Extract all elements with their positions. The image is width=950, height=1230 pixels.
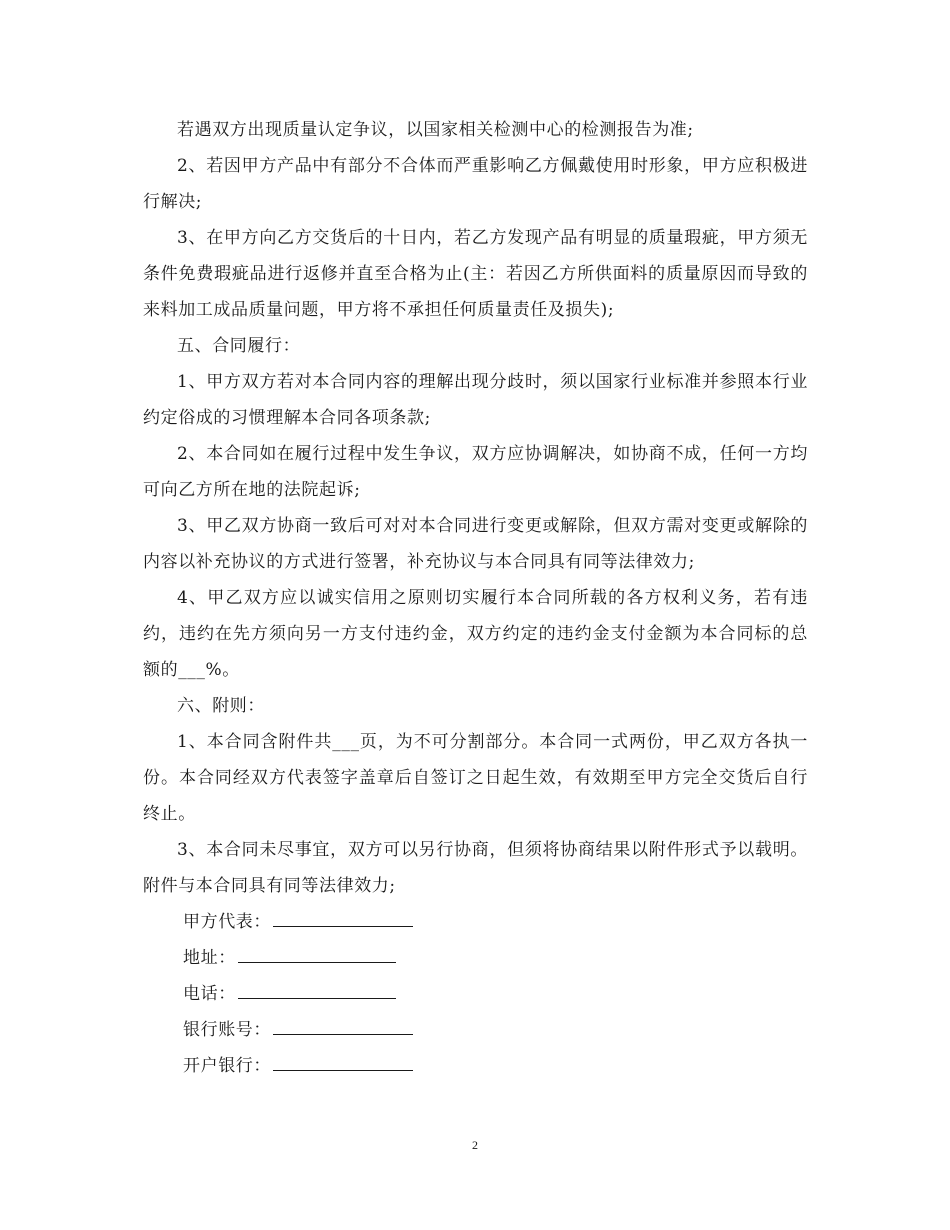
field-representative-label: 甲方代表： xyxy=(183,912,271,932)
paragraph-performance-2: 2、本合同如在履行过程中发生争议，双方应协调解决，如协商不成，任何一方均可向乙方所在地的法院起诉; xyxy=(143,444,808,500)
bank-account-blank-line xyxy=(273,1018,413,1035)
paragraph-performance-1: 1、甲方双方若对本合同内容的理解出现分歧时，须以国家行业标准并参照本行业约定俗成的习惯理解本合同各项条款; xyxy=(143,372,808,428)
field-address xyxy=(143,940,808,976)
section-heading-supplementary: 六、附则： xyxy=(177,696,265,716)
field-phone xyxy=(143,976,808,1012)
field-bank-account-label: 银行账号： xyxy=(183,1020,271,1040)
field-bank-name xyxy=(143,1048,808,1084)
address-blank-line xyxy=(238,946,396,963)
bank-name-blank-line xyxy=(273,1054,413,1071)
paragraph-performance-4: 4、甲乙双方应以诚实信用之原则切实履行本合同所载的各方权利义务，若有违约，违约在先方须向另一方支付违约金，双方约定的违约金支付金额为本合同标的总额的___%。 xyxy=(143,588,808,680)
field-bank-name-label: 开户银行： xyxy=(183,1056,271,1076)
field-bank-account xyxy=(143,1012,808,1048)
paragraph-performance-3: 3、甲乙双方协商一致后可对对本合同进行变更或解除，但双方需对变更或解除的内容以补充协议的方式进行签署，补充协议与本合同具有同等法律效力; xyxy=(143,516,808,572)
phone-blank-line xyxy=(238,982,396,999)
paragraph-clause-3-defects: 3、在甲方向乙方交货后的十日内，若乙方发现产品有明显的质量瑕疵，甲方须无条件免费瑕疵品进行返修并直至合格为止(主：若因乙方所供面料的质量原因而导致的来料加工成品质量问题，甲方将不承担任何质量责任及损失); xyxy=(143,228,808,320)
field-phone-label: 电话： xyxy=(183,984,236,1004)
paragraph-supplementary-1: 1、本合同含附件共___页，为不可分割部分。本合同一式两份，甲乙双方各执一份。本合同经双方代表签字盖章后自签订之日起生效，有效期至甲方完全交货后自行终止。 xyxy=(143,732,808,824)
paragraph-clause-2-fit: 2、若因甲方产品中有部分不合体而严重影响乙方佩戴使用时形象，甲方应积极进行解决; xyxy=(143,156,808,212)
paragraph-quality-dispute: 若遇双方出现质量认定争议，以国家相关检测中心的检测报告为准; xyxy=(177,120,694,140)
section-heading-performance: 五、合同履行： xyxy=(177,336,301,356)
paragraph-supplementary-3: 3、本合同未尽事宜，双方可以另行协商，但须将协商结果以附件形式予以载明。附件与本合同具有同等法律效力; xyxy=(143,840,808,896)
page-number: 2 xyxy=(472,1138,478,1152)
representative-blank-line xyxy=(273,910,413,927)
document-body xyxy=(143,112,808,1084)
field-address-label: 地址： xyxy=(183,948,236,968)
field-representative xyxy=(143,904,808,940)
